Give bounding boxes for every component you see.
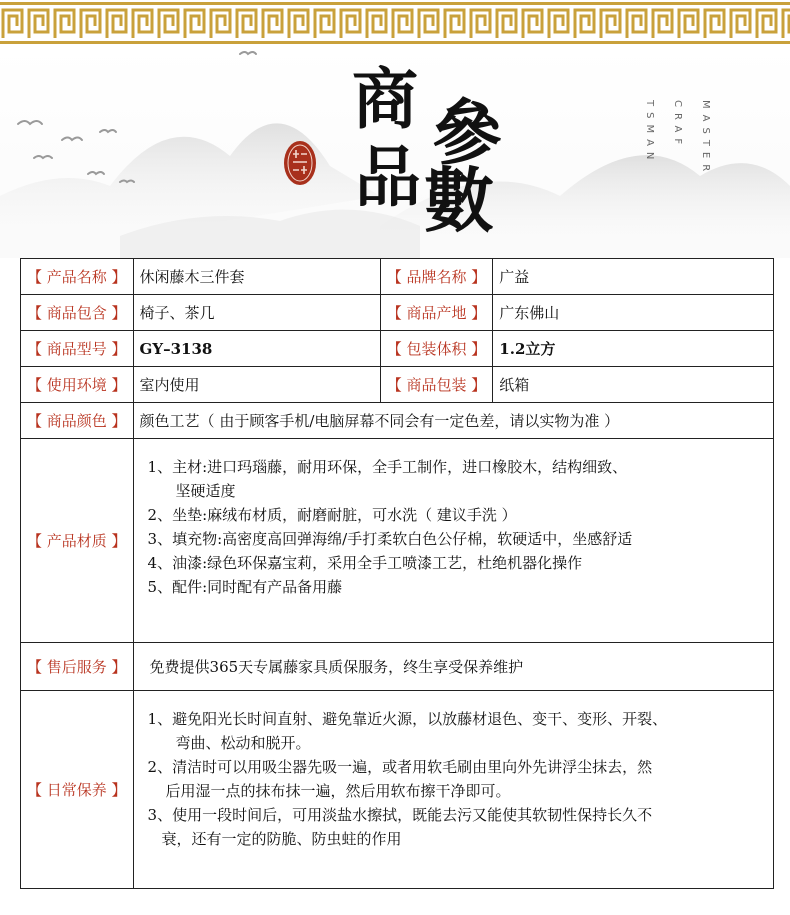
value-packaging: 纸箱	[493, 367, 774, 403]
value-includes: 椅子、茶几	[133, 295, 380, 331]
red-seal-stamp	[283, 140, 317, 186]
hero-banner	[0, 46, 790, 258]
label-material: 【 产品材质 】	[21, 439, 134, 643]
label-environment: 【 使用环境 】	[21, 367, 134, 403]
greek-key-border	[0, 0, 790, 46]
care-line-3b: 衰，还有一定的防脆、防虫蛀的作用	[161, 830, 402, 848]
value-brand: 广益	[493, 259, 774, 295]
value-after-sales: 免费提供365天专属藤家具质保服务，终生享受保养维护	[133, 643, 773, 691]
table-row	[21, 643, 774, 691]
value-package-volume: 1.2立方	[493, 331, 774, 367]
label-daily-care: 【 日常保养 】	[21, 691, 134, 889]
label-includes: 【 商品包含 】	[21, 295, 134, 331]
table-row	[21, 259, 774, 295]
label-brand: 【 品牌名称 】	[380, 259, 493, 295]
label-after-sales: 【 售后服务 】	[21, 643, 134, 691]
care-line-3: 3、使用一段时间后，可用淡盐水擦拭，既能去污又能使其软韧性保持长久不	[147, 806, 653, 824]
value-model: GY–3138	[133, 331, 380, 367]
label-package-volume: 【 包装体积 】	[380, 331, 493, 367]
title-char-shu: 數	[424, 159, 494, 242]
care-line-1: 1、避免阳光长时间直射、避免靠近火源，以放藤材退色、变干、变形、开裂、	[147, 710, 668, 728]
material-line-2: 2、坐垫:麻绒布材质，耐磨耐脏，可水洗（ 建议手洗 ）	[147, 506, 517, 524]
material-line-1b: 坚硬适度	[175, 482, 236, 500]
value-color: 颜色工艺（ 由于顾客手机/电脑屏幕不同会有一定色差，请以实物为准 ）	[133, 403, 773, 439]
table-row	[21, 403, 774, 439]
label-product-name: 【 产品名称 】	[21, 259, 134, 295]
material-line-1: 1、主材:进口玛瑙藤，耐用环保，全手工制作，进口橡胶木，结构细致、	[147, 458, 628, 476]
label-model: 【 商品型号 】	[21, 331, 134, 367]
material-line-5: 5、配件:同时配有产品备用藤	[147, 578, 343, 596]
value-environment: 室内使用	[133, 367, 380, 403]
vertical-text-tsman: TSMAN	[644, 100, 655, 166]
table-row	[21, 367, 774, 403]
table-row	[21, 439, 774, 643]
care-line-2b: 后用湿一点的抹布抹一遍，然后用软布擦干净即可。	[165, 782, 511, 800]
vertical-text-master: MASTER	[700, 100, 711, 178]
table-row	[21, 331, 774, 367]
label-packaging: 【 商品包装 】	[380, 367, 493, 403]
table-row	[21, 691, 774, 889]
material-line-4: 4、油漆:绿色环保嘉宝莉，采用全手工喷漆工艺，杜绝机器化操作	[147, 554, 583, 572]
label-color: 【 商品颜色 】	[21, 403, 134, 439]
material-list	[133, 439, 773, 643]
product-spec-table	[20, 258, 774, 889]
vertical-text-craf: CRAF	[672, 100, 683, 151]
value-product-name: 休闲藤木三件套	[133, 259, 380, 295]
care-list	[133, 691, 773, 889]
label-origin: 【 商品产地 】	[380, 295, 493, 331]
table-row	[21, 295, 774, 331]
material-line-3: 3、填充物:高密度高回弹海绵/手打柔软白色公仔棉，软硬适中，坐感舒适	[147, 530, 633, 548]
title-char-shang: 商	[352, 60, 418, 138]
title-char-pin: 品	[355, 138, 421, 216]
title-char-can: 參	[432, 91, 502, 174]
care-line-2: 2、清洁时可以用吸尘器先吸一遍，或者用软毛刷由里向外先讲浮尘抹去，然	[147, 758, 653, 776]
care-line-1b: 弯曲、松动和脱开。	[175, 734, 311, 752]
value-origin: 广东佛山	[493, 295, 774, 331]
